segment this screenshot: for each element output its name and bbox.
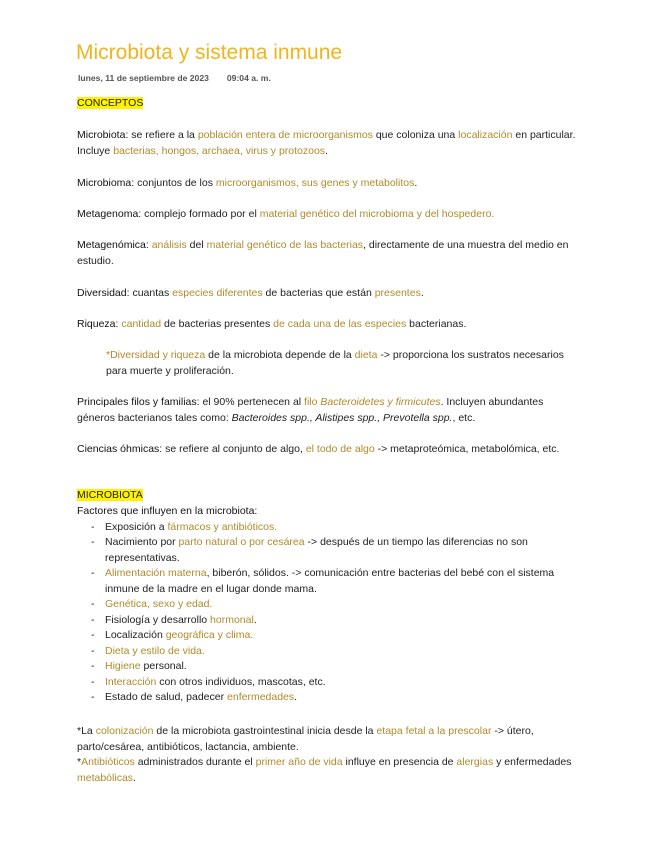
highlight-text: presentes bbox=[374, 287, 421, 299]
list-item bbox=[77, 628, 577, 644]
italic-text: Bacteroides spp., Alistipes spp., Prevotella spp. bbox=[231, 411, 453, 424]
highlight-text: Antibióticos bbox=[81, 756, 135, 768]
highlight-text: primer año de vida bbox=[255, 756, 343, 768]
highlight-text: Interacción bbox=[105, 675, 157, 688]
definition-text: -> metaproteómica, metabolómica, etc. bbox=[374, 443, 560, 455]
highlight-text: alergias bbox=[456, 756, 494, 768]
note-colonizacion bbox=[77, 724, 577, 755]
list-item bbox=[77, 659, 577, 675]
definition-term: Principales filos y familias bbox=[77, 396, 197, 408]
definition-term: Metagenoma bbox=[77, 208, 139, 220]
definition-term: Ciencias óhmicas bbox=[77, 443, 160, 455]
highlight-text: análisis bbox=[151, 239, 187, 251]
note-text: de la microbiota gastrointestinal inicia desde la bbox=[153, 725, 377, 737]
highlight-text: Dieta y estilo de vida. bbox=[105, 644, 205, 657]
definition-metagenomica bbox=[77, 238, 577, 269]
definition-metagenoma bbox=[77, 207, 577, 223]
item-text: Exposición a bbox=[105, 520, 168, 533]
note-antibioticos bbox=[77, 755, 577, 786]
highlight-text: filo bbox=[304, 396, 321, 408]
definition-text: de bacterias presentes bbox=[161, 318, 274, 330]
section-heading-label: MICROBIOTA bbox=[77, 489, 143, 501]
note-text: -> proporciona los sustratos necesarios para muerte y proliferación. bbox=[106, 349, 564, 377]
item-text: . bbox=[294, 691, 298, 703]
highlight-text: parto natural o por cesárea bbox=[178, 536, 305, 548]
note-text: administrados durante el bbox=[134, 756, 256, 768]
item-text: Localización bbox=[105, 629, 166, 641]
definition-term: Microbioma bbox=[77, 177, 132, 189]
definition-text: : se refiere al conjunto de algo, bbox=[159, 443, 306, 455]
item-text: Nacimiento por bbox=[105, 536, 179, 548]
factors-section bbox=[77, 504, 577, 706]
definition-text: : se refiere a la bbox=[125, 129, 198, 141]
highlight-text: colonización bbox=[95, 725, 154, 737]
highlight-text: bacterias, hongos, archaea, virus y protozoos bbox=[113, 144, 326, 157]
definition-filos bbox=[77, 395, 577, 426]
highlight-text: localización bbox=[458, 129, 513, 141]
section-heading-conceptos bbox=[77, 96, 577, 112]
definition-microbiota bbox=[77, 128, 577, 159]
definition-term: Metagenómica bbox=[77, 239, 146, 251]
definition-text: de bacterias que están bbox=[262, 287, 375, 299]
highlight-text: de cada una de las especies bbox=[273, 318, 407, 330]
highlight-text: Genética, sexo y edad. bbox=[105, 598, 213, 610]
note-text: influye en presencia de bbox=[342, 756, 457, 768]
item-text: con otros individuos, mascotas, etc. bbox=[156, 675, 326, 688]
definition-text: . bbox=[420, 287, 424, 299]
highlight-text: geográfica y clima. bbox=[165, 629, 254, 641]
definition-text: que coloniza una bbox=[372, 129, 459, 141]
definition-term: Microbiota bbox=[77, 129, 126, 141]
definition-text: del bbox=[186, 239, 207, 251]
definition-ciencias-ohmicas bbox=[77, 442, 577, 458]
definition-text: bacterianas. bbox=[406, 318, 467, 330]
highlight-text: el todo de algo bbox=[305, 443, 375, 455]
item-text: Estado de salud, padecer bbox=[105, 691, 228, 703]
list-item bbox=[77, 566, 577, 597]
definition-diversidad bbox=[77, 286, 577, 302]
item-text: Fisiología y desarrollo bbox=[105, 613, 211, 626]
note-text: *La bbox=[77, 725, 96, 737]
note-diversidad-riqueza bbox=[106, 348, 576, 379]
list-item bbox=[77, 690, 577, 706]
definition-text: , etc. bbox=[452, 411, 476, 424]
highlight-text: material genético del microbioma y del hospedero. bbox=[259, 208, 495, 220]
highlight-text: hormonal bbox=[210, 613, 254, 626]
list-item bbox=[77, 675, 577, 691]
note-text: y enfermedades bbox=[493, 756, 572, 768]
item-text: -> después de un tiempo las diferencias no son representativas. bbox=[105, 536, 528, 564]
page-timestamp bbox=[78, 73, 271, 84]
factors-heading: Factores que influyen en la microbiota: bbox=[77, 505, 258, 517]
list-item bbox=[77, 520, 577, 536]
definition-microbioma bbox=[77, 176, 577, 192]
highlight-text: etapa fetal a la prescolar bbox=[376, 725, 492, 737]
highlight-text: fármacos y antibióticos. bbox=[167, 520, 278, 533]
highlight-text: metabólicas bbox=[77, 771, 134, 784]
factors-list bbox=[77, 520, 577, 706]
note-text: -> útero, parto/cesárea, antibióticos, lactancia, ambiente. bbox=[77, 725, 534, 753]
highlight-text: cantidad bbox=[121, 318, 162, 330]
definition-riqueza bbox=[77, 317, 577, 333]
definition-text: : bbox=[115, 318, 122, 330]
definition-text: : el 90% pertenecen al bbox=[196, 396, 305, 408]
highlight-italic-text: Bacteroidetes y firmicutes bbox=[320, 396, 441, 408]
item-text: , biberón, sólidos. -> comunicación entre bacterias del bebé con el sistema inmune de la madre en el lugar donde mama. bbox=[105, 567, 555, 595]
note-text: de la microbiota depende de la bbox=[205, 349, 355, 361]
list-item bbox=[77, 644, 577, 660]
definition-text: en particular. Incluye bbox=[77, 129, 576, 157]
definition-text: : conjuntos de los bbox=[131, 177, 216, 189]
highlight-text: Higiene bbox=[105, 660, 141, 672]
highlight-text: población entera de microorganismos bbox=[197, 129, 373, 141]
definition-text: : complejo formado por el bbox=[138, 208, 260, 220]
page-time: 09:04 a. m. bbox=[226, 73, 271, 83]
definition-text: . bbox=[325, 144, 328, 157]
definition-text: , directamente de una muestra del medio en estudio. bbox=[77, 239, 569, 267]
definition-text: : bbox=[145, 239, 152, 251]
highlight-text: *Diversidad y riqueza bbox=[106, 349, 206, 361]
section-heading-microbiota bbox=[77, 488, 577, 504]
definition-text: . Incluyen abundantes géneros bacterianos tales como: bbox=[77, 396, 544, 424]
page-date: lunes, 11 de septiembre de 2023 bbox=[78, 73, 209, 83]
definition-text: . bbox=[414, 177, 418, 189]
page-title: Microbiota y sistema inmune bbox=[76, 41, 343, 64]
note-text: . bbox=[133, 771, 136, 784]
highlight-text: dieta bbox=[354, 349, 378, 361]
list-item bbox=[77, 613, 577, 629]
section-heading-label: CONCEPTOS bbox=[77, 97, 144, 109]
highlight-text: material genético de las bacterias bbox=[206, 239, 364, 251]
definition-text: : cuantas bbox=[126, 287, 173, 299]
item-text: . bbox=[253, 613, 257, 626]
note-text: * bbox=[77, 756, 82, 768]
highlight-text: Alimentación materna bbox=[105, 567, 207, 579]
definition-term: Diversidad bbox=[77, 287, 127, 299]
highlight-text: especies diferentes bbox=[172, 287, 263, 299]
list-item bbox=[77, 597, 577, 613]
highlight-text: enfermedades bbox=[227, 691, 295, 703]
highlight-text: microorganismos, sus genes y metabolitos bbox=[215, 177, 415, 189]
item-text: personal. bbox=[140, 660, 187, 672]
list-item bbox=[77, 535, 577, 566]
definition-term: Riqueza bbox=[77, 318, 116, 330]
